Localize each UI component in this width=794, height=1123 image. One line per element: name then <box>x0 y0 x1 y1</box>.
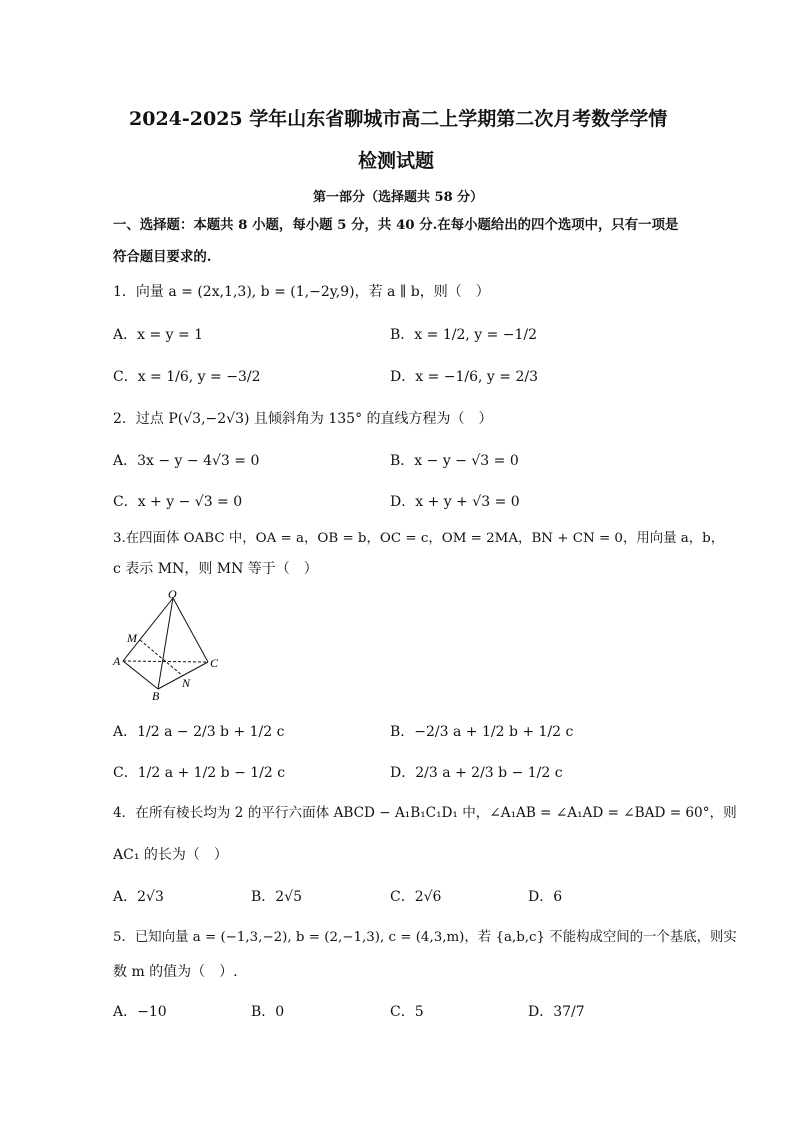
part-heading: 第一部分（选择题共 58 分） <box>313 190 484 205</box>
label-o: O <box>168 588 177 601</box>
question-5-stem-line2: 数 m 的值为（ ）. <box>113 964 238 980</box>
question-3-stem-line2: c 表示 MN，则 MN 等于（ ） <box>113 561 318 577</box>
question-4-option-a: A．2√3 <box>113 889 164 905</box>
question-5-option-b: B．0 <box>251 1004 285 1020</box>
question-1-stem: 1．向量 a = (2x,1,3), b = (1,−2y,9)，若 a ∥ b，则（ ） <box>113 284 490 300</box>
question-1-option-c: C．x = 1/6, y = −3/2 <box>113 369 261 385</box>
question-5-stem: 5．已知向量 a = (−1,3,−2), b = (2,−1,3), c = (4,3,m)，若 {a,b,c} 不能构成空间的一个基底，则实 <box>113 930 737 945</box>
question-3-option-b: B．−2/3 a + 1/2 b + 1/2 c <box>390 724 574 740</box>
edge-oc <box>173 598 208 662</box>
tetrahedron-figure <box>110 588 225 703</box>
question-2-stem: 2．过点 P(√3,−2√3) 且倾斜角为 135° 的直线方程为（ ） <box>113 411 493 427</box>
question-2-option-a: A．3x − y − 4√3 = 0 <box>113 453 260 469</box>
question-3-stem: 3.在四面体 OABC 中，OA = a，OB = b，OC = c，OM = 2MA，BN + CN = 0，用向量 a，b， <box>113 531 725 546</box>
edge-oa <box>123 598 173 661</box>
question-5-option-d: D．37/7 <box>528 1004 585 1020</box>
question-2-option-d: D．x + y + √3 = 0 <box>390 494 520 510</box>
label-m: M <box>127 631 137 645</box>
question-5-option-c: C．5 <box>390 1004 424 1020</box>
label-a: A <box>113 654 121 668</box>
question-1-option-b: B．x = 1/2, y = −1/2 <box>390 327 538 343</box>
question-5-option-a: A．−10 <box>113 1004 167 1020</box>
page-title: 2024-2025 学年山东省聊城市高二上学期第二次月考数学学情 <box>129 108 668 130</box>
page-title-line2: 检测试题 <box>358 150 435 172</box>
label-c: C <box>210 656 219 670</box>
question-3-option-c: C．1/2 a + 1/2 b − 1/2 c <box>113 765 286 781</box>
section-instruction: 一、选择题：本题共 8 小题，每小题 5 分，共 40 分.在每小题给出的四个选项中，只有一项是 <box>113 217 679 233</box>
question-4-option-d: D．6 <box>528 889 563 905</box>
question-1-option-d: D．x = −1/6, y = 2/3 <box>390 369 538 385</box>
question-1-option-a: A．x = y = 1 <box>113 327 204 343</box>
edge-ob <box>158 598 173 689</box>
question-4-option-c: C．2√6 <box>390 889 442 905</box>
label-n: N <box>182 676 191 690</box>
question-4-option-b: B．2√5 <box>251 889 303 905</box>
question-4-stem-line2: AC₁ 的长为（ ） <box>113 847 228 863</box>
question-3-option-d: D．2/3 a + 2/3 b − 1/2 c <box>390 765 563 781</box>
question-3-option-a: A．1/2 a − 2/3 b + 1/2 c <box>113 724 285 740</box>
question-2-option-c: C．x + y − √3 = 0 <box>113 494 243 510</box>
label-b: B <box>152 689 160 703</box>
question-4-stem: 4．在所有棱长均为 2 的平行六面体 ABCD − A₁B₁C₁D₁ 中，∠A₁AB = ∠A₁AD = ∠BAD = 60°，则 <box>113 805 737 821</box>
edge-ab <box>123 661 158 689</box>
question-2-option-b: B．x − y − √3 = 0 <box>390 453 519 469</box>
section-instruction-line2: 符合题目要求的. <box>113 249 212 265</box>
edge-ac-hidden <box>123 661 208 662</box>
